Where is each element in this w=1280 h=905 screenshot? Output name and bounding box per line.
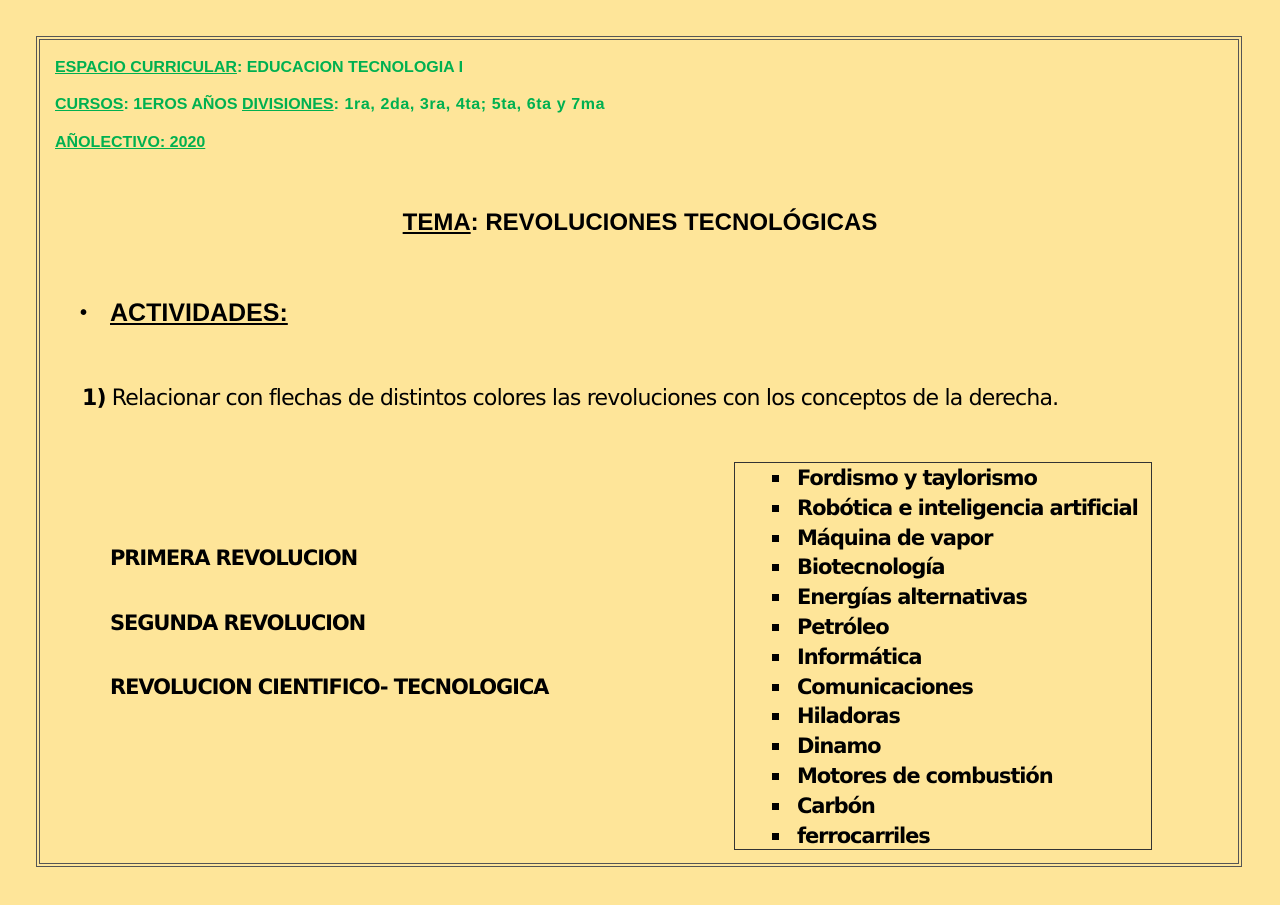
concept-label: Máquina de vapor xyxy=(797,525,993,550)
concept-item xyxy=(770,613,1138,643)
divisiones-label: DIVISIONES xyxy=(242,96,334,113)
square-bullet-icon xyxy=(772,773,779,780)
concept-item xyxy=(770,553,1138,583)
question-text: Relacionar con flechas de distintos colores las revoluciones con los conceptos de la derecha. xyxy=(111,386,1059,411)
concept-label: Fordismo y taylorismo xyxy=(797,466,1037,490)
square-bullet-icon xyxy=(772,475,779,482)
header-anio-lectivo: AÑOLECTIVO: 2020 xyxy=(55,134,206,151)
question-number: 1) xyxy=(82,386,106,411)
square-bullet-icon xyxy=(772,684,779,691)
square-bullet-icon xyxy=(772,743,779,750)
concept-label: Energías alternativas xyxy=(797,585,1027,610)
square-bullet-icon xyxy=(772,803,779,810)
square-bullet-icon xyxy=(772,654,779,661)
question-1 xyxy=(82,385,1058,413)
concept-item xyxy=(770,583,1138,613)
actividades-label: ACTIVIDADES: xyxy=(110,299,288,327)
revolution-cientifico-tecnologica: REVOLUCION CIENTIFICO- TECNOLOGICA xyxy=(110,675,549,699)
concept-item xyxy=(770,732,1138,762)
revolution-primera: PRIMERA REVOLUCION xyxy=(110,546,358,570)
concept-label: Robótica e inteligencia artificial xyxy=(797,495,1138,520)
concept-label: Comunicaciones xyxy=(797,674,973,699)
divisiones-value: : 1ra, 2da, 3ra, 4ta; 5ta, 6ta y 7ma xyxy=(333,96,606,113)
square-bullet-icon xyxy=(772,564,779,571)
concept-label: Motores de combustión xyxy=(797,763,1053,788)
square-bullet-icon xyxy=(772,833,779,840)
actividades-heading xyxy=(80,297,288,329)
concept-item xyxy=(770,524,1138,554)
concept-item xyxy=(770,464,1138,494)
concept-item xyxy=(770,673,1138,703)
concept-label: Carbón xyxy=(797,793,875,818)
square-bullet-icon xyxy=(772,713,779,720)
square-bullet-icon xyxy=(772,624,779,631)
concept-label: Informática xyxy=(797,644,922,669)
cursos-value: : 1EROS AÑOS xyxy=(123,96,242,113)
concept-item xyxy=(770,762,1138,792)
page-title xyxy=(0,208,1280,238)
tema-title: : REVOLUCIONES TECNOLÓGICAS xyxy=(470,209,878,236)
concept-label: ferrocarriles xyxy=(797,823,930,848)
tema-label: TEMA xyxy=(402,209,471,236)
concept-label: Hiladoras xyxy=(797,704,900,729)
concept-label: Biotecnología xyxy=(797,555,945,580)
concept-item xyxy=(770,822,1138,852)
square-bullet-icon xyxy=(772,505,779,512)
bullet-icon: • xyxy=(80,302,88,324)
concept-item xyxy=(770,792,1138,822)
concept-item xyxy=(770,702,1138,732)
espacio-value: : EDUCACION TECNOLOGIA I xyxy=(236,59,464,76)
square-bullet-icon xyxy=(772,535,779,542)
cursos-label: CURSOS xyxy=(55,96,124,113)
revolution-segunda: SEGUNDA REVOLUCION xyxy=(110,611,366,635)
espacio-label: ESPACIO CURRICULAR xyxy=(55,59,237,76)
concept-label: Petróleo xyxy=(797,614,889,639)
concepts-list xyxy=(770,464,1138,851)
header-cursos xyxy=(55,95,605,115)
concept-label: Dinamo xyxy=(797,734,881,759)
concept-item xyxy=(770,494,1138,524)
square-bullet-icon xyxy=(772,594,779,601)
header-espacio-curricular xyxy=(55,58,463,78)
concept-item xyxy=(770,643,1138,673)
